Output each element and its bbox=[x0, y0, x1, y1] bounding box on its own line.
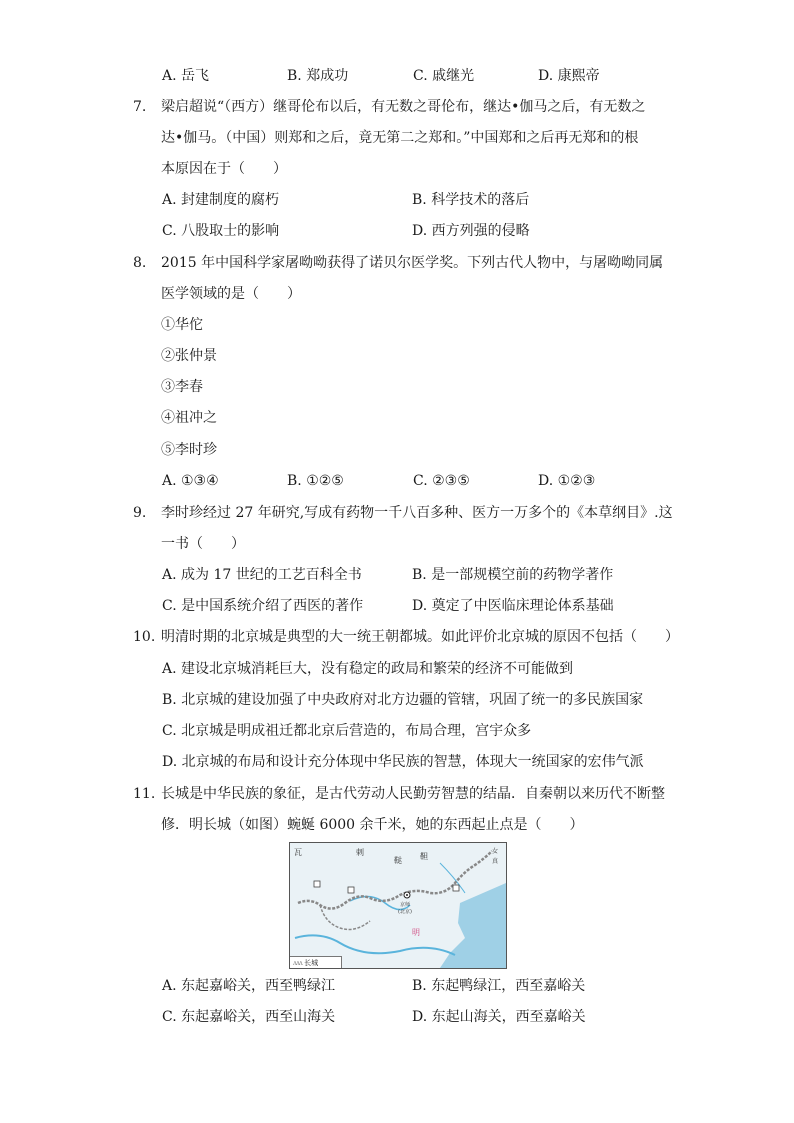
q8-item-3: ③李春 bbox=[161, 379, 203, 395]
q8-option-d[interactable]: D. ①②③ bbox=[538, 473, 596, 489]
q11-stem-line-2: 修．明长城（如图）蜿蜒 6000 余千米，她的东西起止点是（ ） bbox=[161, 817, 584, 833]
q8-item-4: ④祖冲之 bbox=[161, 410, 217, 426]
map-label-da: 鞑 bbox=[394, 856, 402, 865]
q8-option-b[interactable]: B. ①②⑤ bbox=[287, 473, 344, 489]
map-label-beijing: (北京) bbox=[398, 909, 412, 915]
q7-stem-line-1: 梁启超说“（西方）继哥伦布以后，有无数之哥伦布，继达•伽马之后，有无数之 bbox=[161, 99, 646, 115]
q11-option-b[interactable]: B. 东起鸭绿江，西至嘉峪关 bbox=[412, 978, 586, 994]
map-label-nv: 女 bbox=[492, 848, 499, 855]
q10-option-b[interactable]: B. 北京城的建设加强了中央政府对北方边疆的管辖，巩固了统一的多民族国家 bbox=[162, 692, 644, 708]
q6-option-d[interactable]: D. 康熙帝 bbox=[538, 68, 600, 84]
sea-area bbox=[440, 883, 506, 968]
q8-option-c[interactable]: C. ②③⑤ bbox=[413, 473, 470, 489]
map-graphic bbox=[290, 843, 506, 968]
q9-option-c[interactable]: C. 是中国系统介绍了西医的著作 bbox=[162, 598, 364, 614]
q10-stem-line-1: 明清时期的北京城是典型的大一统王朝都城。如此评价北京城的原因不包括（ ） bbox=[161, 629, 679, 645]
q6-option-a[interactable]: A. 岳飞 bbox=[162, 68, 210, 84]
map-label-zhen: 真 bbox=[492, 858, 499, 865]
fort-icon bbox=[314, 881, 320, 887]
fort-icon bbox=[348, 887, 354, 893]
q9-option-b[interactable]: B. 是一部规模空前的药物学著作 bbox=[412, 567, 614, 583]
ming-great-wall-map bbox=[289, 842, 507, 969]
q10-option-d[interactable]: D. 北京城的布局和设计充分体现中华民族的智慧，体现大一统国家的宏伟气派 bbox=[162, 754, 644, 770]
capital-dot-icon bbox=[406, 894, 408, 896]
q8-number: 8. bbox=[133, 255, 147, 271]
q8-item-1: ①华佗 bbox=[161, 317, 203, 333]
q7-stem-line-3: 本原因在于（ ） bbox=[161, 161, 287, 177]
q6-option-b[interactable]: B. 郑成功 bbox=[287, 68, 349, 84]
q11-stem-line-1: 长城是中华民族的象征，是古代劳动人民勤劳智慧的结晶．自秦朝以来历代不断整 bbox=[161, 786, 665, 802]
q6-option-c[interactable]: C. 戚继光 bbox=[413, 68, 475, 84]
q11-option-d[interactable]: D. 东起山海关，西至嘉峪关 bbox=[412, 1009, 586, 1025]
q7-number: 7. bbox=[133, 99, 147, 115]
q8-item-5: ⑤李时珍 bbox=[161, 442, 217, 458]
q9-option-d[interactable]: D. 奠定了中医临床理论体系基础 bbox=[412, 598, 614, 614]
q8-stem-line-2: 医学领域的是（ ） bbox=[161, 286, 301, 302]
fort-icon bbox=[453, 885, 459, 891]
q8-option-a[interactable]: A. ①③④ bbox=[162, 473, 219, 489]
q9-number: 9. bbox=[133, 505, 147, 521]
q10-option-a[interactable]: A. 建设北京城消耗巨大，没有稳定的政局和繁荣的经济不可能做到 bbox=[162, 661, 574, 677]
q8-stem-line-1: 2015 年中国科学家屠呦呦获得了诺贝尔医学奖。下列古代人物中，与屠呦呦同属 bbox=[161, 255, 664, 271]
liao-river bbox=[440, 863, 465, 893]
q8-item-2: ②张仲景 bbox=[161, 348, 217, 364]
q11-option-c[interactable]: C. 东起嘉峪关，西至山海关 bbox=[162, 1009, 336, 1025]
q9-stem-line-2: 一书（ ） bbox=[161, 536, 245, 552]
map-legend bbox=[290, 956, 342, 968]
q9-stem-line-1: 李时珍经过 27 年研究,写成有药物一千八百多种、医方一万多个的《本草纲目》.这 bbox=[161, 505, 673, 521]
map-label-la: 剌 bbox=[356, 848, 364, 857]
map-legend-label: 长城 bbox=[304, 959, 319, 967]
wall-legend-icon: ʌʌʌ bbox=[293, 959, 302, 967]
map-label-dan: 靼 bbox=[420, 852, 428, 861]
q10-option-c[interactable]: C. 北京城是明成祖迁都北京后营造的，布局合理，宫宇众多 bbox=[162, 723, 532, 739]
map-label-ming: 明 bbox=[412, 928, 420, 937]
inner-wall-line bbox=[320, 905, 370, 929]
q7-option-a[interactable]: A. 封建制度的腐朽 bbox=[162, 192, 280, 208]
q7-option-c[interactable]: C. 八股取士的影响 bbox=[162, 223, 280, 239]
map-label-wa: 瓦 bbox=[294, 848, 302, 857]
map-label-jingshi: 京师 bbox=[400, 902, 411, 908]
q11-option-a[interactable]: A. 东起嘉峪关，西至鸭绿江 bbox=[162, 978, 336, 994]
q11-number: 11. bbox=[133, 786, 156, 802]
yellow-river bbox=[295, 935, 455, 955]
q10-number: 10. bbox=[133, 629, 156, 645]
q9-option-a[interactable]: A. 成为 17 世纪的工艺百科全书 bbox=[162, 567, 362, 583]
q7-option-d[interactable]: D. 西方列强的侵略 bbox=[412, 223, 530, 239]
q7-stem-line-2: 达•伽马。（中国）则郑和之后，竟无第二之郑和。”中国郑和之后再无郑和的根 bbox=[161, 130, 639, 146]
q7-option-b[interactable]: B. 科学技术的落后 bbox=[412, 192, 530, 208]
